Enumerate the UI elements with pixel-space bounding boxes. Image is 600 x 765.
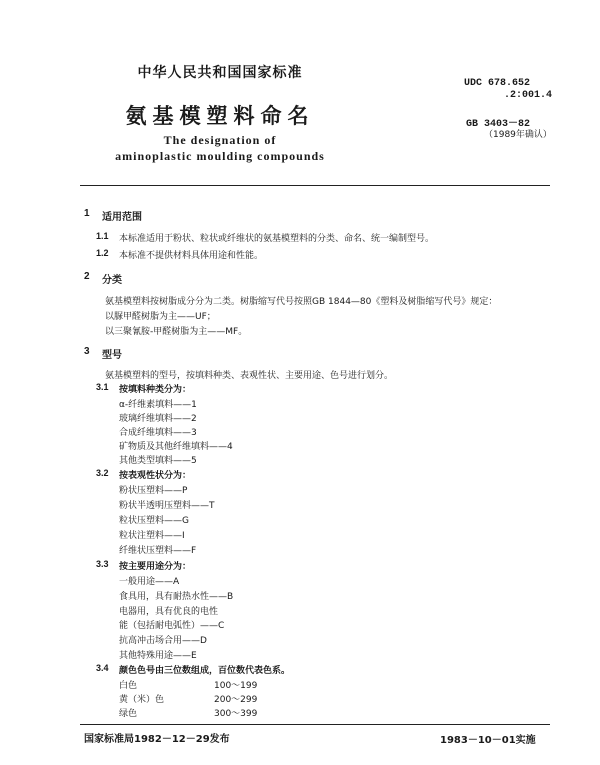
usage-item: 其他特殊用途——E xyxy=(119,651,197,661)
form-item: 粉状压塑料——P xyxy=(119,486,188,496)
item-1-2-text: 本标准不提供材料具体用途和性能。 xyxy=(119,251,264,261)
udc-code-cont: .2:001.4 xyxy=(504,90,553,101)
gb-number: GB 3403－82 xyxy=(466,119,531,130)
section-2-number: 2 xyxy=(84,271,90,282)
item-3-3-title: 按主要用途分为： xyxy=(119,562,192,572)
item-3-1-title: 按填料种类分为： xyxy=(119,385,192,395)
item-3-3-number: 3.3 xyxy=(96,559,109,569)
section-3-intro: 氨基模塑料的型号，按填料种类、表观性状、主要用途、色号进行划分。 xyxy=(105,371,394,381)
filler-item: 合成纤维填料——3 xyxy=(119,428,197,438)
section-2-line-1: 氨基模塑料按树脂成分分为二类。树脂缩写代号按照GB 1844—80《塑料及树脂缩写代号》规定： xyxy=(105,297,498,307)
filler-item: 玻璃纤维填料——2 xyxy=(119,414,197,424)
color-range: 100～199 xyxy=(214,681,258,691)
item-3-4-title: 颜色色号由三位数组成，百位数代表色系。 xyxy=(119,666,291,676)
color-name: 白色 xyxy=(119,681,138,691)
filler-item: 其他类型填料——5 xyxy=(119,456,197,466)
section-3-number: 3 xyxy=(84,346,90,357)
form-item: 纤维状压塑料——F xyxy=(119,546,197,556)
color-name: 黄（米）色 xyxy=(119,695,165,705)
usage-item: 能（包括耐电弧性）——C xyxy=(119,621,225,631)
top-divider xyxy=(80,185,550,186)
org-title: 中华人民共和国国家标准 xyxy=(137,65,303,81)
effective-date: 1983－10－01实施 xyxy=(440,735,536,746)
usage-item: 电器用，具有优良的电性 xyxy=(119,607,219,617)
bottom-divider xyxy=(80,724,550,725)
color-range: 300～399 xyxy=(214,709,258,719)
item-1-1-number: 1.1 xyxy=(96,231,109,241)
form-item: 粒状注塑料——I xyxy=(119,531,185,541)
section-2-line-3: 以三聚氰胺-甲醛树脂为主——MF。 xyxy=(105,327,248,337)
usage-item: 一般用途——A xyxy=(119,577,180,587)
filler-item: α-纤维素填料——1 xyxy=(119,400,197,410)
filler-item: 矿物质及其他纤维填料——4 xyxy=(119,442,233,452)
section-2-title: 分类 xyxy=(102,275,122,286)
section-2-line-2: 以脲甲醛树脂为主——UF； xyxy=(105,312,216,322)
document-title-en-line2: aminoplastic moulding compounds xyxy=(115,149,325,163)
item-1-1-text: 本标准适用于粉状、粒状或纤维状的氨基模塑料的分类、命名、统一编制型号。 xyxy=(119,234,435,244)
item-1-2-number: 1.2 xyxy=(96,248,109,258)
item-3-2-number: 3.2 xyxy=(96,468,109,478)
usage-item: 抗高冲击场合用——D xyxy=(119,636,207,646)
color-range: 200～299 xyxy=(214,695,258,705)
section-1-title: 适用范围 xyxy=(102,212,142,223)
form-item: 粉状半透明压塑料——T xyxy=(119,501,215,511)
form-item: 粒状压塑料——G xyxy=(119,516,189,526)
document-title-cn: 氨基模塑料命名 xyxy=(125,104,315,128)
gb-confirm-note: （1989年确认） xyxy=(484,130,552,140)
item-3-4-number: 3.4 xyxy=(96,663,109,673)
item-3-2-title: 按表观性状分为： xyxy=(119,471,192,481)
issue-date: 国家标准局1982－12－29发布 xyxy=(84,734,230,745)
udc-code: UDC 678.652 xyxy=(464,78,531,89)
section-1-number: 1 xyxy=(84,208,90,219)
color-name: 绿色 xyxy=(119,709,138,719)
usage-item: 食具用，具有耐热水性——B xyxy=(119,592,234,602)
document-title-en-line1: The designation of xyxy=(163,133,277,147)
item-3-1-number: 3.1 xyxy=(96,382,109,392)
section-3-title: 型号 xyxy=(102,350,122,361)
